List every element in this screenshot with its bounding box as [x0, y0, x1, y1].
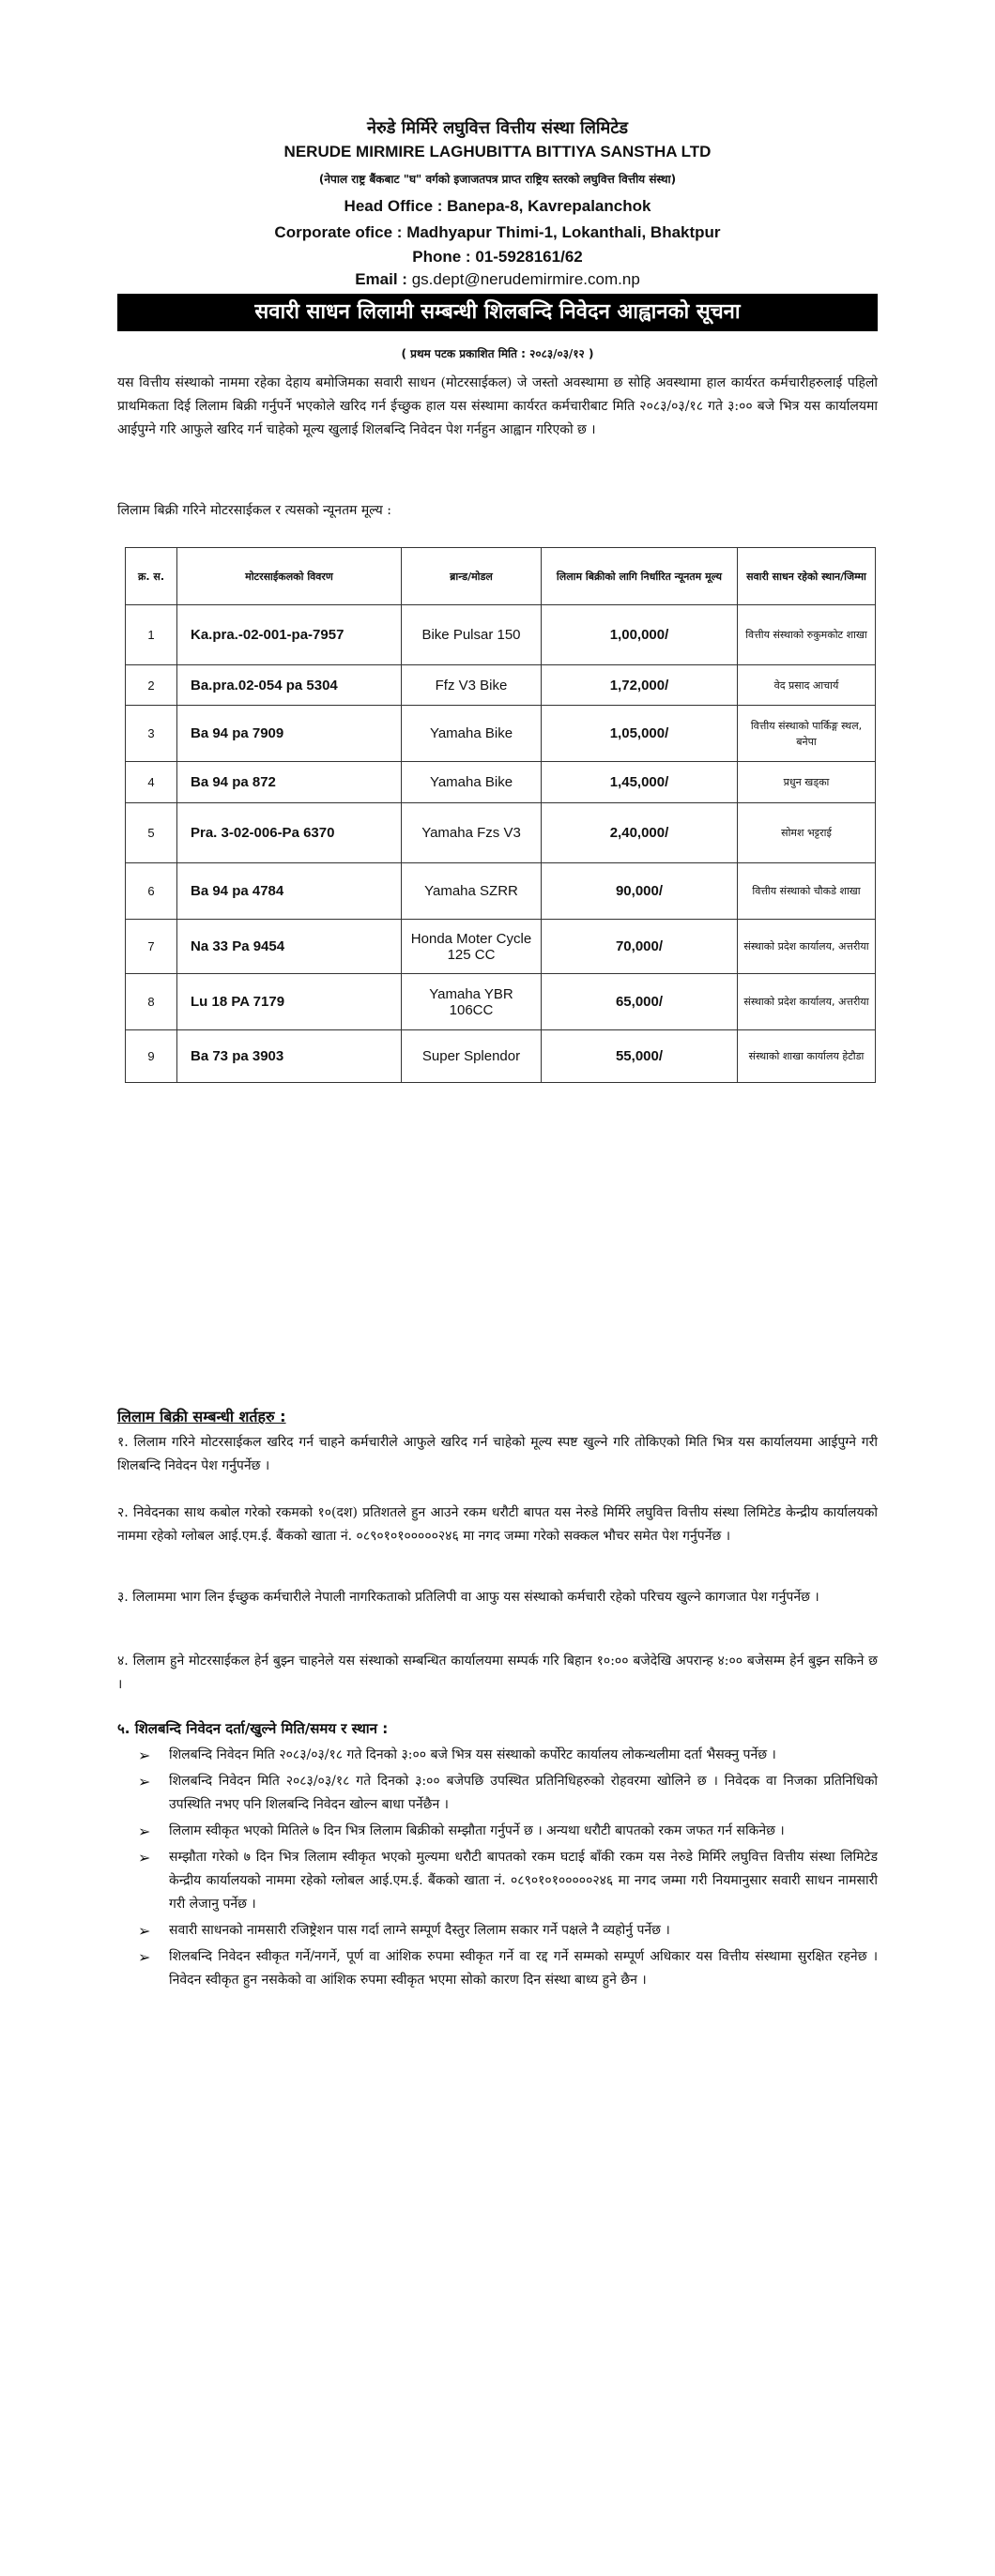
list-item [117, 1744, 878, 1767]
cell-sn: 8 [126, 974, 177, 1030]
arrow-bullet-icon: ➢ [138, 1948, 151, 1966]
list-title: लिलाम बिक्री गरिने मोटरसाईकल र त्यसको न्यूनतम मूल्य : [117, 503, 391, 518]
cell-vehicle: Ba 73 pa 3903 [177, 1030, 402, 1083]
phone-line [0, 248, 995, 267]
list-item [117, 1820, 878, 1843]
table-row [126, 605, 876, 665]
list-item [117, 1919, 878, 1943]
col-header-vehicle: मोटरसाईकलको विवरण [177, 548, 402, 605]
corporate-office-line [0, 223, 995, 242]
email-line [0, 270, 995, 289]
cell-model: Yamaha Bike [402, 706, 542, 762]
table-row [126, 1030, 876, 1083]
intro-paragraph: यस वित्तीय संस्थाको नाममा रहेका देहाय बमोजिमका सवारी साधन (मोटरसाईकल) जे जस्तो अवस्थामा छ सोहि अवस्थामा हाल कार्यरत कर्मचारीहरुलाई पहिलो प्राथमिकता दिई लिलाम बिक्री गर्नुपर्ने भएकोले खरिद गर्न ईच्छुक हाल यस संस्थामा कार्यरत कर्मचारीबाट मिति २०८३/०३/१८ गते ३:०० बजे भित्र यस कार्यालयमा आईपुग्ने गरि आफुले खरिद गर्न चाहेको मूल्य खुलाई शिलबन्दि निवेदन पेश गर्नहुन आह्वान गरिएको छ । [117, 375, 878, 437]
cell-location: संस्थाको शाखा कार्यालय हेटौडा [738, 1030, 876, 1083]
cell-vehicle: Ba 94 pa 7909 [177, 706, 402, 762]
org-name-nepali: नेरुडे मिर्मिरे लघुवित्त वित्तीय संस्था लिमिटेड [366, 118, 629, 138]
cell-price: 1,72,000/ [542, 665, 738, 706]
list-item-text: शिलबन्दि निवेदन मिति २०८३/०३/१८ गते दिनको ३:०० बजे भित्र यस संस्थाको कर्पोरेट कार्यालय लोकन्थलीमा दर्ता भैसक्नु पर्नेछ । [169, 1747, 776, 1762]
phone-value: 01-5928161/62 [475, 248, 583, 266]
table-row [126, 803, 876, 863]
cell-location: वेद प्रसाद आचार्य [738, 665, 876, 706]
email-value: gs.dept@nerudemirmire.com.np [411, 270, 640, 288]
table-row [126, 920, 876, 974]
list-item [117, 1770, 878, 1817]
cell-model: Yamaha YBR 106CC [402, 974, 542, 1030]
corporate-office-value: Madhyapur Thimi-1, Lokanthali, Bhaktpur [406, 223, 721, 241]
cell-price: 90,000/ [542, 863, 738, 920]
cell-model: Super Splendor [402, 1030, 542, 1083]
cell-model: Yamaha SZRR [402, 863, 542, 920]
cell-location: सोमश भट्टराई [738, 803, 876, 863]
cell-sn: 7 [126, 920, 177, 974]
cell-price: 1,00,000/ [542, 605, 738, 665]
term-2: २. निवेदनका साथ कबोल गरेको रकमको १०(दश) प्रतिशतले हुन आउने रकम धरौटी बापत यस नेरुडे मिर्मिरे लघुवित्त वित्तीय संस्था लिमिटेड केन्द्रीय कार्यालयको नाममा रहेको ग्लोबल आई.एम.ई. बैंकको खाता नं. ०८९०१०१०००००२४६ मा नगद जम्मा गरेको सक्कल भौचर समेत पेश गर्नुपर्नेछ । [117, 1505, 878, 1544]
cell-model: Honda Moter Cycle 125 CC [402, 920, 542, 974]
cell-model: Yamaha Fzs V3 [402, 803, 542, 863]
cell-vehicle: Ka.pra.-02-001-pa-7957 [177, 605, 402, 665]
cell-location: वित्तीय संस्थाको रुकुमकोट शाखा [738, 605, 876, 665]
col-header-price: लिलाम बिक्रीको लागि निर्धारित न्यूनतम मूल्य [542, 548, 738, 605]
cell-location: वित्तीय संस्थाको चौकडे शाखा [738, 863, 876, 920]
list-item-text: सम्झौता गरेको ७ दिन भित्र लिलाम स्वीकृत भएको मुल्यमा धरौटी बापतको रकम घटाई बाँकी रकम यस नेरुडे मिर्मिरे लघुवित्त वित्तीय संस्था लिमिटेड केन्द्रीय कार्यालयको नाममा रहेको ग्लोबल आई.एम.ई. बैंकको खाता नं. ०८९०१०१०००००२४६ मा नगद जम्मा गरी नियमानुसार सवारी साधन नामसारी गरी लेजानु पर्नेछ । [169, 1850, 878, 1912]
arrow-bullet-icon: ➢ [138, 1773, 151, 1791]
license-note: (नेपाल राष्ट्र बैंकबाट "घ" वर्गको इजाजतपत्र प्राप्त राष्ट्रिय स्तरको लघुवित्त वित्तीय संस्था) [318, 173, 677, 186]
cell-sn: 1 [126, 605, 177, 665]
cell-location: वित्तीय संस्थाको पार्किङ्ग स्थल, बनेपा [738, 706, 876, 762]
term-4: ४. लिलाम हुने मोटरसाईकल हेर्न बुझ्न चाहनेले यस संस्थाको सम्बन्धित कार्यालयमा सम्पर्क गरि बिहान १०:०० बजेदेखि अपरान्ह ४:०० बजेसम्म हेर्न बुझ्न सकिने छ । [117, 1654, 878, 1692]
col-header-location: सवारी साधन रहेको स्थान/जिम्मा [738, 548, 876, 605]
arrow-bullet-icon: ➢ [138, 1849, 151, 1867]
cell-price: 1,05,000/ [542, 706, 738, 762]
term-3: ३. लिलाममा भाग लिन ईच्छुक कर्मचारीले नेपाली नागरिकताको प्रतिलिपी वा आफु यस संस्थाको कर्मचारी रहेको परिचय खुल्ने कागजात पेश गर्नुपर्नेछ । [117, 1590, 819, 1605]
cell-model: Yamaha Bike [402, 762, 542, 803]
notice-title-banner: सवारी साधन लिलामी सम्बन्धी शिलबन्दि निवेदन आह्वानको सूचना [117, 294, 878, 331]
cell-model: Bike Pulsar 150 [402, 605, 542, 665]
org-name-english: NERUDE MIRMIRE LAGHUBITTA BITTIYA SANSTHA LTD [283, 143, 712, 160]
term-1: १. लिलाम गरिने मोटरसाईकल खरिद गर्न चाहने कर्मचारीले आफुले खरिद गर्न चाहेको मूल्य स्पष्ट खुल्ने गरि तोकिएको मिति भित्र यस कार्यालयमा आईपुग्ने गरी शिलबन्दि निवेदन पेश गर्नुपर्नेछ । [117, 1435, 878, 1473]
list-item-text: शिलबन्दि निवेदन मिति २०८३/०३/१८ गते दिनको ३:०० बजेपछि उपस्थित प्रतिनिधिहरुको रोहवरमा खोलिने छ । निवेदक वा निजका प्रतिनिधिको उपस्थिति नभए पनि शिलबन्दि निवेदन खोल्न बाधा पर्नेछैन । [169, 1774, 878, 1812]
head-office-label: Head Office : [344, 197, 443, 215]
cell-vehicle: Ba.pra.02-054 pa 5304 [177, 665, 402, 706]
list-item-text: सवारी साधनको नामसारी रजिष्ट्रेशन पास गर्दा लाग्ने सम्पूर्ण दैस्तुर लिलाम सकार गर्ने पक्षले नै व्यहोर्नु पर्नेछ । [169, 1923, 670, 1938]
cell-location: प्रधुन खड्का [738, 762, 876, 803]
list-item-text: लिलाम स्वीकृत भएको मितिले ७ दिन भित्र लिलाम बिक्रीको सम्झौता गर्नुपर्ने छ । अन्यथा धरौटी बापतको रकम जफत गर्न सकिनेछ । [169, 1823, 785, 1838]
cell-sn: 6 [126, 863, 177, 920]
phone-label: Phone : [412, 248, 471, 266]
cell-sn: 9 [126, 1030, 177, 1083]
cell-sn: 5 [126, 803, 177, 863]
table-row [126, 706, 876, 762]
table-row [126, 762, 876, 803]
arrow-bullet-icon: ➢ [138, 1746, 151, 1764]
table-row [126, 863, 876, 920]
col-header-sn: क्र. स. [126, 548, 177, 605]
cell-sn: 3 [126, 706, 177, 762]
cell-vehicle: Pra. 3-02-006-Pa 6370 [177, 803, 402, 863]
cell-sn: 2 [126, 665, 177, 706]
col-header-model: ब्रान्ड/मोडल [402, 548, 542, 605]
corporate-office-label: Corporate ofice : [274, 223, 403, 241]
section-5-title: ५. शिलबन्दि निवेदन दर्ता/खुल्ने मिति/समय र स्थान : [117, 1720, 389, 1737]
cell-vehicle: Ba 94 pa 872 [177, 762, 402, 803]
cell-model: Ffz V3 Bike [402, 665, 542, 706]
head-office-line [0, 197, 995, 216]
cell-location: संस्थाको प्रदेश कार्यालय, अत्तरीया [738, 920, 876, 974]
published-date: ( प्रथम पटक प्रकाशित मिति : २०८३/०३/१२ ) [401, 347, 594, 360]
arrow-bullet-icon: ➢ [138, 1922, 151, 1940]
vehicle-table [125, 547, 876, 1083]
email-label: Email : [355, 270, 407, 288]
cell-vehicle: Na 33 Pa 9454 [177, 920, 402, 974]
cell-sn: 4 [126, 762, 177, 803]
table-row [126, 665, 876, 706]
terms-title: लिलाम बिक्री सम्बन्धी शर्तहरु : [117, 1408, 286, 1425]
cell-price: 70,000/ [542, 920, 738, 974]
table-header-row [126, 548, 876, 605]
cell-price: 1,45,000/ [542, 762, 738, 803]
table-row [126, 974, 876, 1030]
cell-price: 65,000/ [542, 974, 738, 1030]
cell-vehicle: Lu 18 PA 7179 [177, 974, 402, 1030]
cell-price: 2,40,000/ [542, 803, 738, 863]
head-office-value: Banepa-8, Kavrepalanchok [447, 197, 651, 215]
cell-vehicle: Ba 94 pa 4784 [177, 863, 402, 920]
cell-price: 55,000/ [542, 1030, 738, 1083]
list-item [117, 1846, 878, 1916]
section-5-list [117, 1744, 878, 1995]
list-item-text: शिलबन्दि निवेदन स्वीकृत गर्ने/नगर्ने, पूर्ण वा आंशिक रुपमा स्वीकृत गर्ने वा रद्द गर्ने सम्मको सम्पूर्ण अधिकार यस वित्तीय संस्थामा सुरक्षित रहनेछ । निवेदन स्वीकृत हुन नसकेको वा आंशिक रुपमा स्वीकृत भएमा सोको कारण दिन संस्था बाध्य हुने छैन । [169, 1949, 878, 1988]
cell-location: संस्थाको प्रदेश कार्यालय, अत्तरीया [738, 974, 876, 1030]
list-item [117, 1945, 878, 1992]
arrow-bullet-icon: ➢ [138, 1822, 151, 1840]
